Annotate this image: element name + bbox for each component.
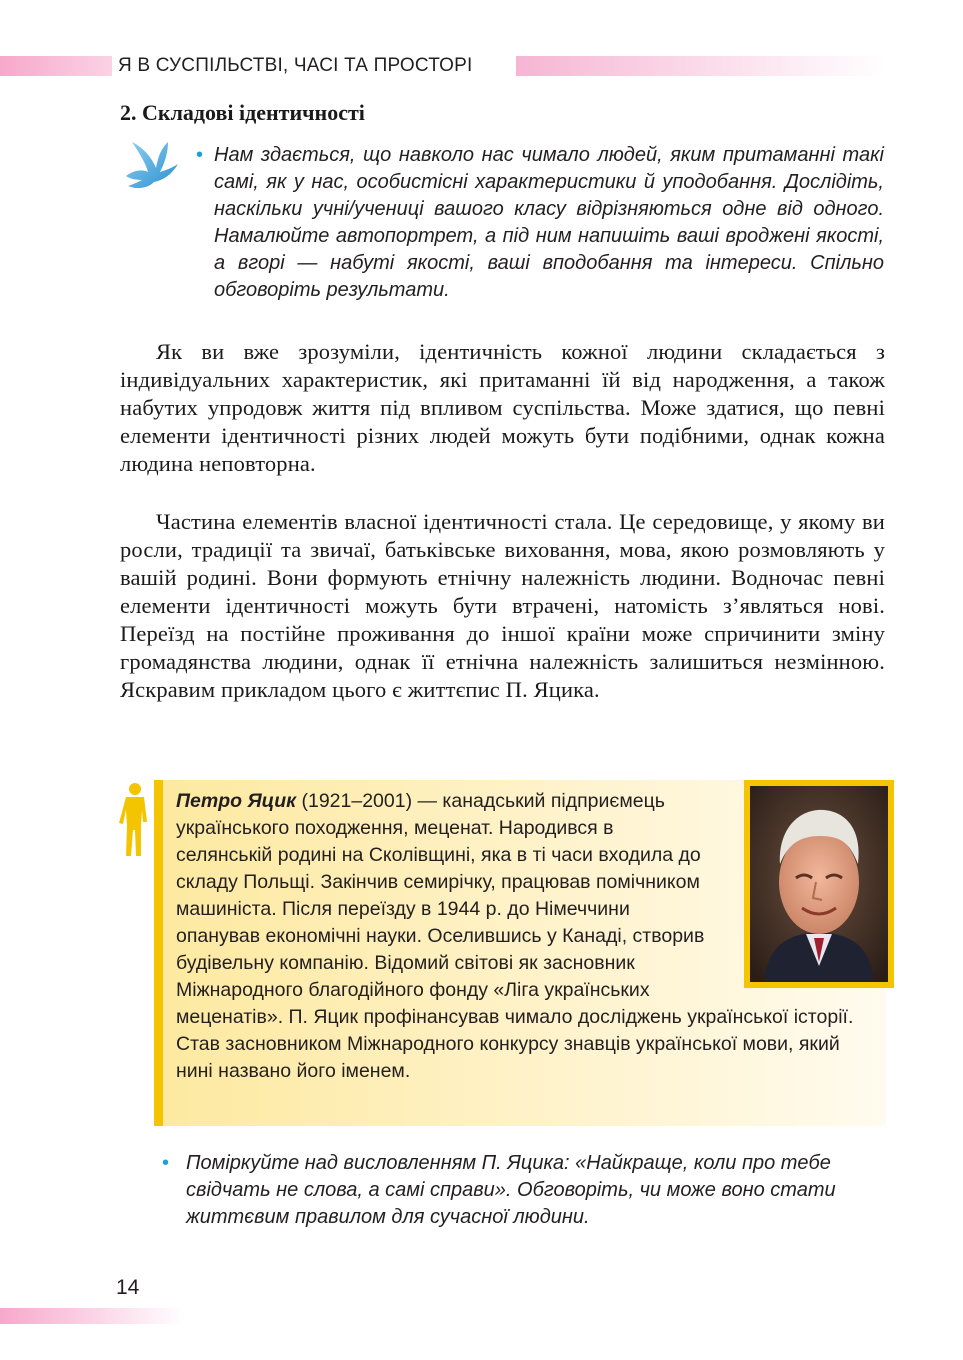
task-text: Поміркуйте над висловленням П. Яцика: «Найкраще, коли про тебе свідчать не слова, а самі справи». Обговоріть, чи може воно стати життєвим правилом для сучасної людини. (186, 1152, 836, 1228)
header-decor-bar-left (0, 56, 112, 76)
header-decor-bar-right (516, 56, 886, 76)
running-title: Я В СУСПІЛЬСТВІ, ЧАСІ ТА ПРОСТОРІ (118, 55, 473, 76)
task-prompt-2 (162, 1150, 884, 1231)
footer-decor-bar (0, 1308, 185, 1324)
biography-text (176, 788, 876, 1085)
body-paragraph-1: Як ви вже зрозуміли, ідентичність кожної людини складається з індивідуальних характеристик, які притаманні їй від народження, а також набутих упродовж життя під впливом суспільства. Може здатися, що певні елементи ідентичності різних людей можуть бути подібними, однак кожна людина неповторна. (120, 339, 885, 476)
body-paragraph-2: Частина елементів власної ідентичності стала. Це середовище, у якому ви росли, традиції та звичаї, батьківське виховання, мова, якою розмовляють у вашій родині. Вони формують етнічну належність людини. Водночас певні елементи ідентичності можуть бути втрачені, натомість з’являться нові. Переїзд на постійне проживання до іншої країни може спричинити зміну громадянства людини, однак її етнічна належність залишиться незмінною. Яскравим прикладом цього є життєпис П. Яцика. (120, 509, 885, 702)
bullet-icon: • (196, 144, 204, 166)
task-text: Нам здається, що навколо нас чимало людей, яким притаманні такі самі, як у нас, особистісні характеристики й уподобання. Дослідіть, наскільки учні/учениці вашого класу відрізняються одне від одного. Намалюйте автопортрет, а під ним напишіть ваші вроджені якості, а вгорі — набуті якості, ваші вподобання та інтереси. Спільно обговоріть результати. (214, 144, 884, 301)
dove-icon (120, 136, 184, 192)
biography-name: Петро Яцик (176, 790, 297, 812)
biography-body: (1921–2001) — канадський підприємець українського походження, меценат. Народився в селянській родині на Сколівщині, яка в ті часи входила до складу Польщі. Закінчив семирічку, працював помічником машиніста. Після переїзду в 1944 р. до Німеччини опанував економічні науки. Оселившись у Канаді, створив будівельну компанію. Відомий світові як засновник Міжнародного благодійного фонду «Ліга українських меценатів». П. Яцик профінансував чимало досліджень української історії. Став засновником Міжнародного конкурсу знавців української мови, який нині названо його іменем. (176, 790, 854, 1082)
person-silhouette-icon (116, 782, 150, 858)
task-prompt-1 (196, 142, 884, 304)
bullet-icon: • (162, 1152, 170, 1174)
page-number: 14 (116, 1276, 140, 1299)
section-title: 2. Складові ідентичності (120, 100, 365, 125)
